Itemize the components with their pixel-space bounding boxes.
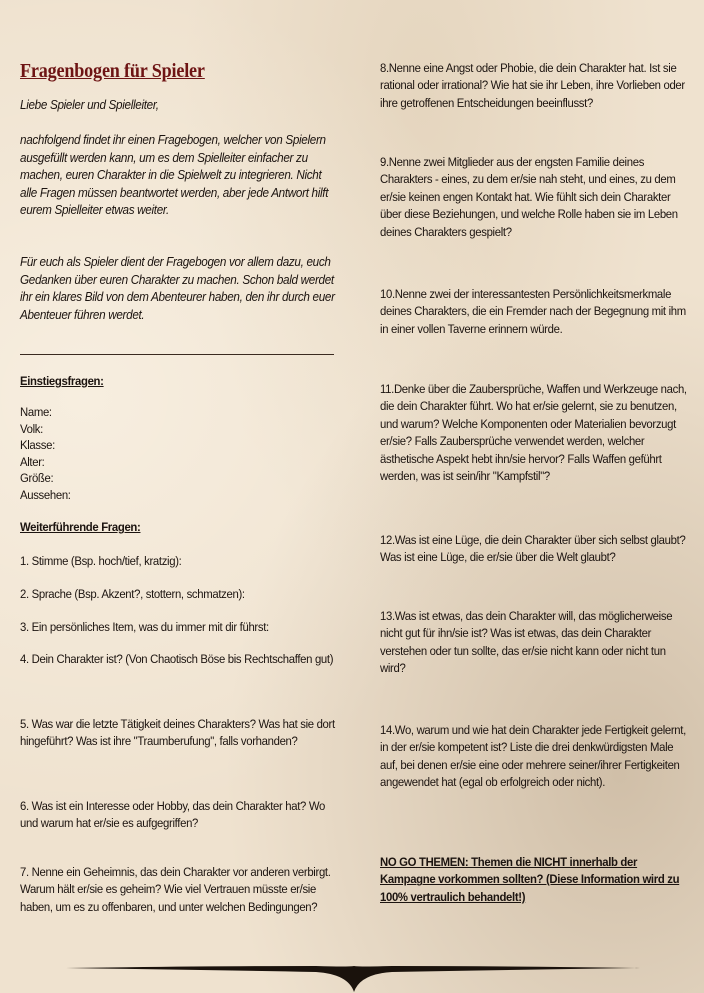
question-9: 9.Nenne zwei Mitglieder aus der engsten Familie deines Charakters - eines, zu dem er/sie nah steht, und eines, zu dem er/sie keinen engen Kontakt hat. Wie fühlt sich dein Charakter über diese Beziehungen, und welche Rolle haben sie im Leben deines Charakters gespielt?	[380, 155, 678, 239]
field-name: Name:	[20, 405, 52, 419]
question-11: 11.Denke über die Zaubersprüche, Waffen und Werkzeuge nach, die dein Charakter führt. Wo hat er/sie gelernt, sie zu benutzen, und warum? Welche Komponenten oder Materialien bevorzugt er/sie? Falls Zaubersprüche verwendet werden, welcher ästhetische Aspekt hebt ihn/sie hervor? Falls Waffen geführt werden, was ist sein/ihr "Kampfstil"?	[380, 382, 687, 484]
field-volk: Volk:	[20, 421, 43, 436]
question-14: 14.Wo, warum und wie hat dein Charakter jede Fertigkeit gelernt, in der er/sie kompetent ist? Liste die drei denkwürdigsten Male auf, bei denen er/sie eine oder mehrere seiner/ihrer Fertigkeiten angewendet hat (egal ob erfolgreich oder nicht).	[380, 723, 686, 790]
question-2: 2. Sprache (Bsp. Akzent?, stottern, schmatzen):	[20, 587, 245, 601]
question-6: 6. Was ist ein Interesse oder Hobby, das dein Charakter hat? Wo und warum hat er/sie es aufgegriffen?	[20, 799, 325, 831]
section-heading-more: Weiterführende Fragen:	[20, 520, 141, 534]
question-4: 4. Dein Charakter ist? (Von Chaotisch Böse bis Rechtschaffen gut)	[20, 652, 334, 666]
question-12: 12.Was ist eine Lüge, die dein Charakter über sich selbst glaubt? Was ist eine Lüge, die er/sie über die Welt glaubt?	[380, 533, 686, 565]
field-groesse: Größe:	[20, 471, 54, 485]
question-10: 10.Nenne zwei der interessantesten Persönlichkeitsmerkmale deines Charakters, die ein Fremder nach der Begegnung mit ihm in einer vollen Taverne erinnern würde.	[380, 287, 686, 336]
intro-paragraph-1: nachfolgend findet ihr einen Fragebogen, welcher von Spielern ausgefüllt werden kann, um es dem Spielleiter einfacher zu machen, euren Charakter in die Spielwelt zu integrieren. Nicht alle Fragen müssen beantwortet werden, aber jede Antwort hilft eurem Spielleiter etwas weiter.	[20, 133, 329, 218]
field-aussehen: Aussehen:	[20, 487, 71, 502]
question-5: 5. Was war die letzte Tätigkeit deines Charakters? Was hat sie dort hingeführt? Was ist ihre "Traumberufung", falls vorhanden?	[20, 717, 335, 749]
entry-fields	[20, 404, 339, 503]
divider-line	[20, 354, 334, 355]
page-title: Fragenbogen für Spieler	[20, 61, 205, 82]
question-8: 8.Nenne eine Angst oder Phobie, die dein Charakter hat. Ist sie rational oder irrational? Wie hat sie ihr Leben, ihre Vorlieben oder ihre getroffenen Entscheidungen beeinflusst?	[380, 61, 685, 110]
decorative-divider-ornament	[66, 964, 640, 993]
field-klasse: Klasse:	[20, 438, 55, 452]
question-3: 3. Ein persönliches Item, was du immer mit dir führst:	[20, 620, 269, 634]
question-13: 13.Was ist etwas, das dein Charakter will, das möglicherweise nicht gut für ihn/sie ist? Was ist etwas, das dein Charakter verstehen oder tun sollte, das er/sie nicht kann oder nicht tun wird?	[380, 609, 673, 676]
question-7: 7. Nenne ein Geheimnis, das dein Charakter vor anderen verbirgt. Warum hält er/sie es geheim? Wie viel Vertrauen müsste er/sie haben, um es zu offenbaren, und unter welchen Bedingungen?	[20, 865, 331, 914]
intro-paragraph-2: Für euch als Spieler dient der Fragebogen vor allem dazu, euch Gedanken über euren Charakter zu machen. Schon bald werdet ihr ein klares Bild von dem Abenteurer haben, den ihr durch euer Abenteuer führen werdet.	[20, 255, 335, 322]
greeting: Liebe Spieler und Spielleiter,	[20, 98, 159, 112]
field-alter: Alter:	[20, 454, 45, 469]
nogo-topics: NO GO THEMEN: Themen die NICHT innerhalb der Kampagne vorkommen sollten? (Diese Information wird zu 100% vertraulich behandelt!)	[380, 855, 680, 904]
section-heading-entry: Einstiegsfragen:	[20, 374, 104, 388]
question-1: 1. Stimme (Bsp. hoch/tief, kratzig):	[20, 554, 182, 568]
